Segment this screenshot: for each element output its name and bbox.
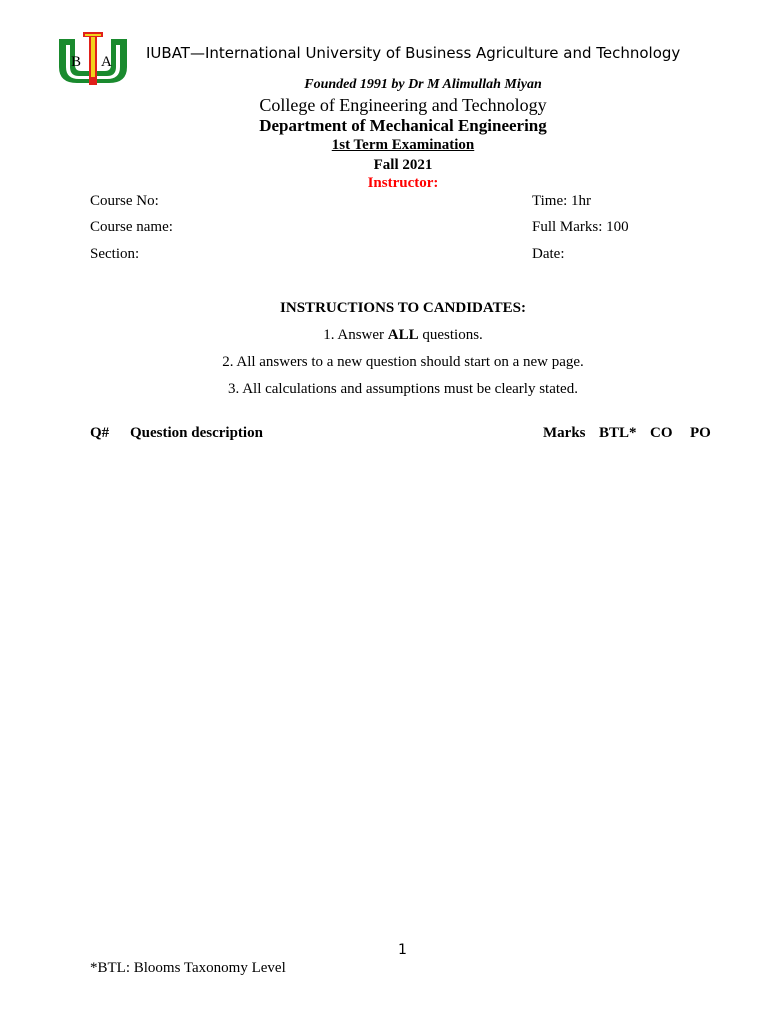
section: Section: [90,246,140,262]
svg-text:B: B [71,54,82,70]
instruction-2: 2. All answers to a new question should start on a new page. [222,354,584,370]
instruction-1 [0,327,768,344]
col-description: Question description [130,425,263,441]
instructions-heading: INSTRUCTIONS TO CANDIDATES: [280,300,526,316]
course-name: Course name: [90,219,173,235]
col-q: Q# [90,425,110,441]
full-marks: Full Marks: 100 [532,219,629,235]
col-marks: Marks [543,425,586,441]
instruction-1-suffix: questions. [418,327,483,343]
department-name: Department of Mechanical Engineering [259,116,547,135]
col-co: CO [650,425,673,441]
time: Time: 1hr [532,193,592,209]
col-btl: BTL* [599,425,637,441]
col-po: PO [690,425,711,441]
college-name: College of Engineering and Technology [259,95,547,115]
instruction-3: 3. All calculations and assumptions must be clearly stated. [228,381,578,397]
page-number: 1 [398,942,407,958]
instructor-label: Instructor: [367,175,439,191]
instruction-1-bold: ALL [387,327,419,343]
date: Date: [532,246,565,262]
university-name: IUBAT—International University of Business Agriculture and Technology [146,44,681,62]
svg-text:A: A [101,54,112,70]
founded-line: Founded 1991 by Dr M Alimullah Miyan [304,77,542,92]
btl-footnote: *BTL: Blooms Taxonomy Level [90,960,286,976]
instruction-1-prefix: 1. Answer [323,327,388,343]
exam-term: Fall 2021 [373,157,433,173]
exam-title: 1st Term Examination [331,137,475,153]
course-no: Course No: [90,193,159,209]
